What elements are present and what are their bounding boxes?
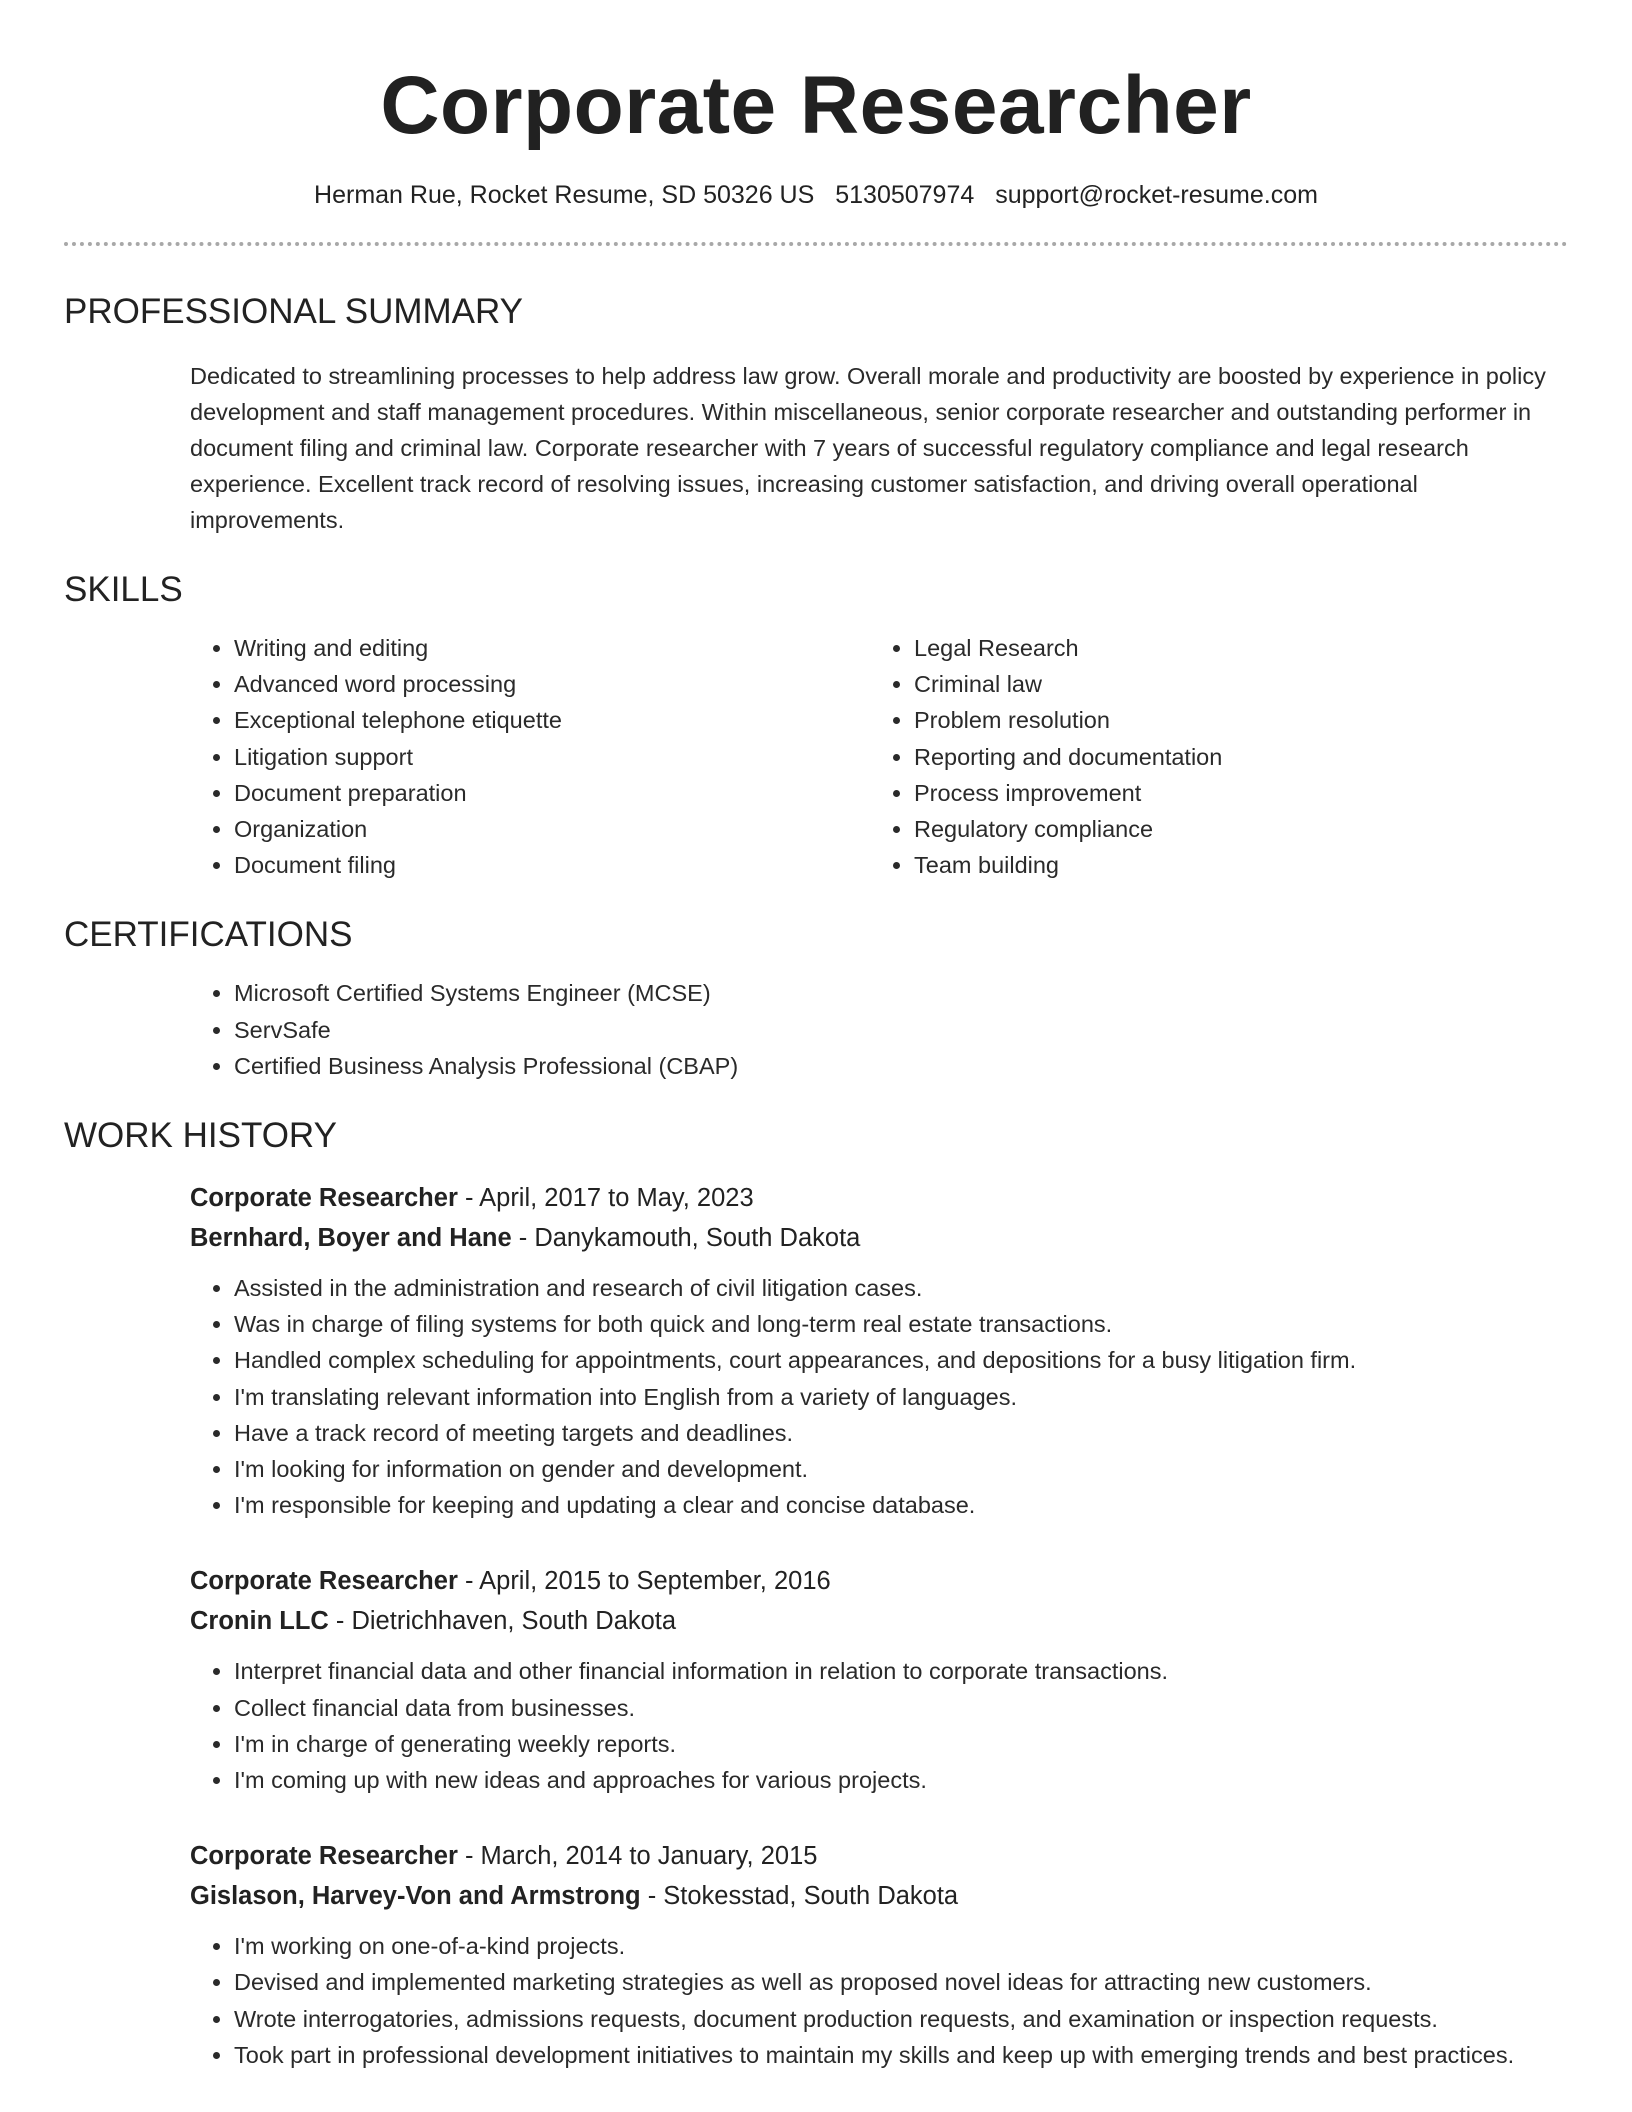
job-bullet: • Devised and implemented marketing strategies as well as proposed novel ideas for attracting new customers. bbox=[234, 1964, 1568, 2000]
job-bullet: • I'm coming up with new ideas and approaches for various projects. bbox=[234, 1762, 1568, 1798]
job-bullet: • Handled complex scheduling for appointments, court appearances, and depositions for a busy litigation firm. bbox=[234, 1342, 1568, 1378]
job-bullet: • I'm in charge of generating weekly reports. bbox=[234, 1726, 1568, 1762]
job-bullet: • Wrote interrogatories, admissions requests, document production requests, and examination or inspection requests. bbox=[234, 2001, 1568, 2037]
job-title-line bbox=[190, 1836, 1568, 1876]
job-company: Bernhard, Boyer and Hane bbox=[190, 1224, 512, 1253]
certifications-list bbox=[190, 975, 1568, 1084]
work-history-heading: WORK HISTORY bbox=[64, 1116, 337, 1156]
skills-list-left bbox=[190, 630, 870, 883]
skill-item: • Reporting and documentation bbox=[914, 739, 1550, 775]
skill-item: • Litigation support bbox=[234, 739, 870, 775]
skills-list-right bbox=[870, 630, 1550, 883]
job-company: Gislason, Harvey-Von and Armstrong bbox=[190, 1882, 641, 1911]
job-location: - Stokesstad, South Dakota bbox=[640, 1882, 959, 1911]
skills-column-right bbox=[870, 630, 1550, 883]
skill-item: • Organization bbox=[234, 811, 870, 847]
skill-item: • Problem resolution bbox=[914, 702, 1550, 738]
job-bullet: • I'm translating relevant information into English from a variety of languages. bbox=[234, 1379, 1568, 1415]
job-bullet: • Assisted in the administration and research of civil litigation cases. bbox=[234, 1270, 1568, 1306]
skill-item: • Criminal law bbox=[914, 666, 1550, 702]
certification-item: • Certified Business Analysis Professional (CBAP) bbox=[234, 1048, 1568, 1084]
skill-item: • Advanced word processing bbox=[234, 666, 870, 702]
resume-page bbox=[64, 0, 1568, 2073]
contact-phone: 5130507974 bbox=[835, 181, 975, 209]
skill-item: • Team building bbox=[914, 847, 1550, 883]
job-title-line bbox=[190, 1178, 1568, 1218]
job-bullet: • I'm looking for information on gender and development. bbox=[234, 1451, 1568, 1487]
job-bullet: • Collect financial data from businesses. bbox=[234, 1690, 1568, 1726]
skill-item: • Legal Research bbox=[914, 630, 1550, 666]
job-title: Corporate Researcher bbox=[190, 1184, 458, 1213]
job-entry bbox=[190, 1836, 1568, 2073]
job-entry bbox=[190, 1178, 1568, 1523]
skill-item: • Document preparation bbox=[234, 775, 870, 811]
skills-heading: SKILLS bbox=[64, 570, 183, 609]
job-title: Corporate Researcher bbox=[190, 1842, 458, 1871]
job-dates: - March, 2014 to January, 2015 bbox=[457, 1842, 818, 1871]
summary-text: Dedicated to streamlining processes to help address law grow. Overall morale and productivity are boosted by experience in policy development and staff management procedures. Within miscellaneous, senior corporate researcher and outstanding performer in document filing and criminal law. Corporate researcher with 7 years of successful regulatory compliance and legal research experience. Excellent track record of resolving issues, increasing customer satisfaction, and driving overall operational improvements. bbox=[190, 363, 1546, 533]
skill-item: • Process improvement bbox=[914, 775, 1550, 811]
job-company-line bbox=[190, 1218, 1568, 1258]
job-entry bbox=[190, 1561, 1568, 1798]
skill-item: • Document filing bbox=[234, 847, 870, 883]
summary-heading: PROFESSIONAL SUMMARY bbox=[64, 292, 523, 331]
certifications-bullets bbox=[190, 975, 1568, 1084]
job-bullet: • Was in charge of filing systems for both quick and long-term real estate transactions. bbox=[234, 1306, 1568, 1342]
job-bullet: • Took part in professional development initiatives to maintain my skills and keep up with emerging trends and best practices. bbox=[234, 2037, 1568, 2073]
job-bullet: • I'm responsible for keeping and updating a clear and concise database. bbox=[234, 1487, 1568, 1523]
job-bullet: • Have a track record of meeting targets and deadlines. bbox=[234, 1415, 1568, 1451]
skills-column-left bbox=[190, 630, 870, 883]
job-dates: - April, 2015 to September, 2016 bbox=[457, 1567, 831, 1596]
skill-item: • Writing and editing bbox=[234, 630, 870, 666]
skill-item: • Regulatory compliance bbox=[914, 811, 1550, 847]
contact-line bbox=[64, 178, 1568, 212]
skills-grid bbox=[190, 630, 1568, 883]
job-bullets bbox=[190, 1270, 1568, 1523]
certification-item: • Microsoft Certified Systems Engineer (MCSE) bbox=[234, 975, 1568, 1011]
job-dates: - April, 2017 to May, 2023 bbox=[457, 1184, 754, 1213]
job-bullets bbox=[190, 1928, 1568, 2073]
job-bullets bbox=[190, 1653, 1568, 1798]
contact-email: support@rocket-resume.com bbox=[995, 181, 1318, 209]
job-location: - Dietrichhaven, South Dakota bbox=[328, 1607, 677, 1636]
job-location: - Danykamouth, South Dakota bbox=[511, 1224, 861, 1253]
job-company-line bbox=[190, 1876, 1568, 1916]
job-title: Corporate Researcher bbox=[190, 1567, 458, 1596]
job-company-line bbox=[190, 1601, 1568, 1641]
contact-address: Herman Rue, Rocket Resume, SD 50326 US bbox=[314, 181, 815, 209]
header-divider bbox=[64, 242, 1568, 246]
resume-name: Corporate Researcher bbox=[380, 60, 1252, 151]
job-bullet: • I'm working on one-of-a-kind projects. bbox=[234, 1928, 1568, 1964]
skill-item: • Exceptional telephone etiquette bbox=[234, 702, 870, 738]
certifications-heading: CERTIFICATIONS bbox=[64, 915, 353, 955]
job-company: Cronin LLC bbox=[190, 1607, 329, 1636]
job-title-line bbox=[190, 1561, 1568, 1601]
job-bullet: • Interpret financial data and other financial information in relation to corporate transactions. bbox=[234, 1653, 1568, 1689]
certification-item: • ServSafe bbox=[234, 1012, 1568, 1048]
